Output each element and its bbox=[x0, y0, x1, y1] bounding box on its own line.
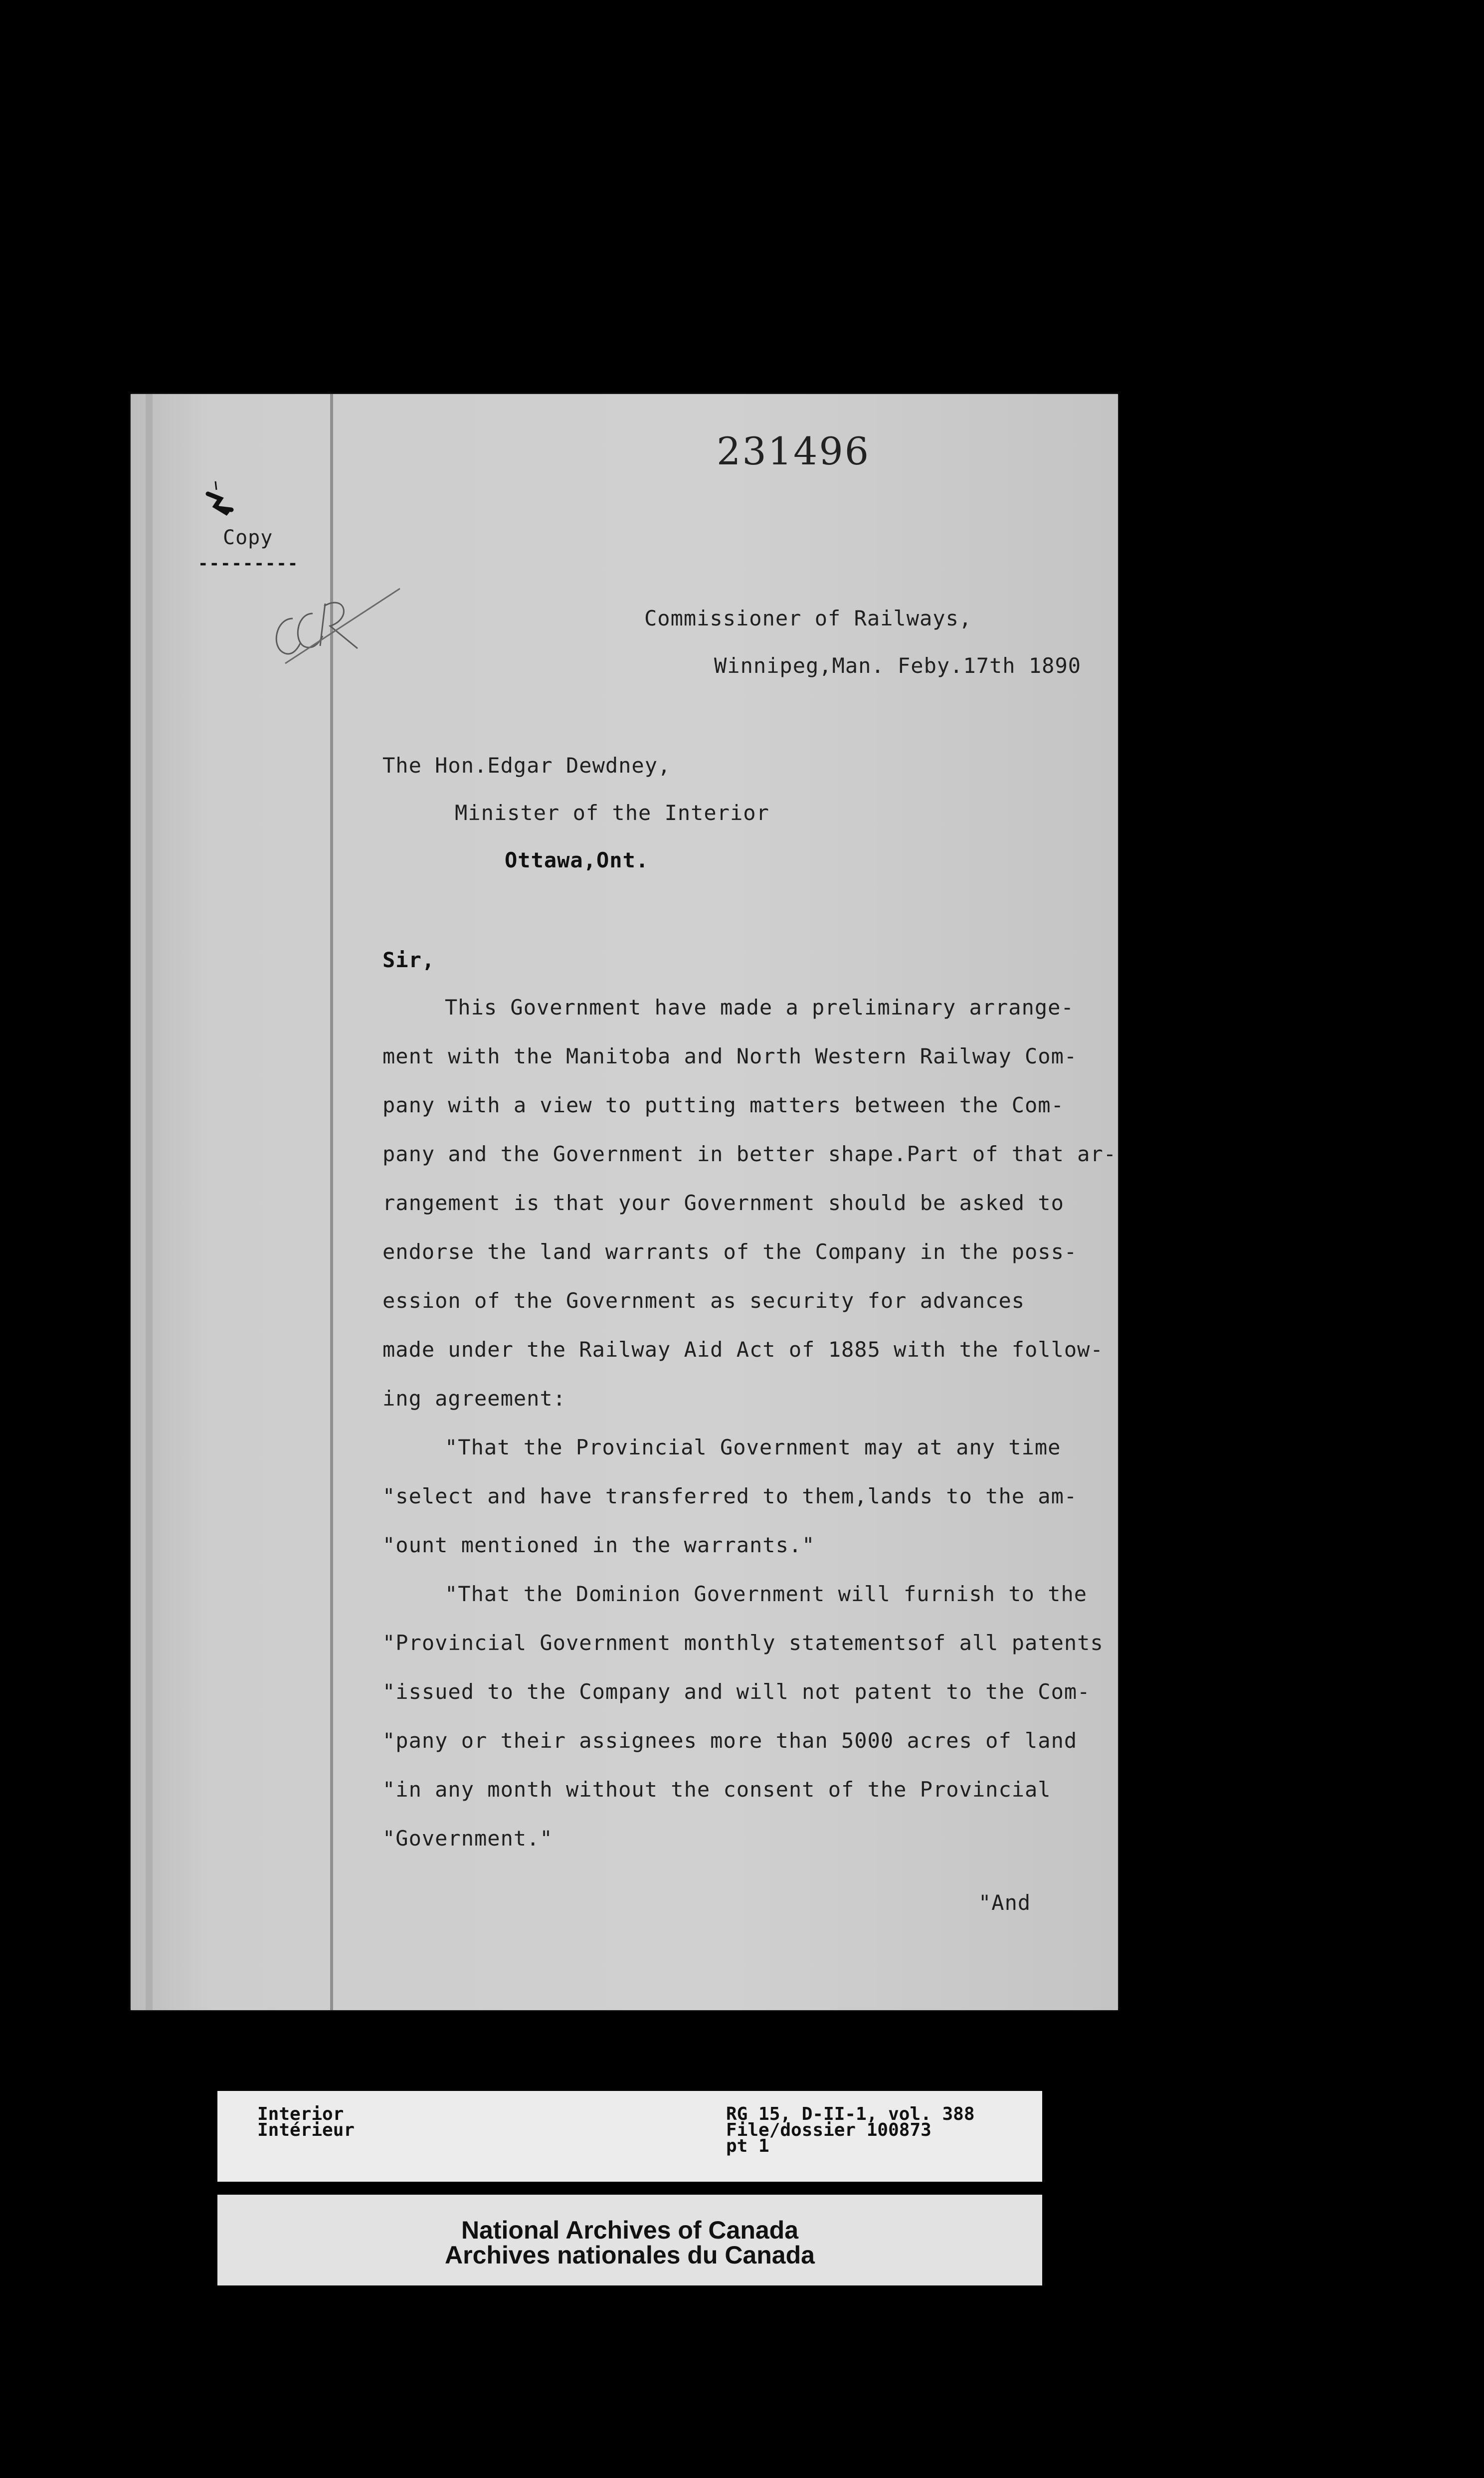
salutation: Sir, bbox=[382, 948, 435, 972]
body-line: ment with the Manitoba and North Western Railway Com- bbox=[382, 1044, 1078, 1068]
body-line: endorse the land warrants of the Company in the poss- bbox=[382, 1239, 1078, 1264]
body-line: "issued to the Company and will not patent to the Com- bbox=[382, 1679, 1091, 1704]
sender-office: Commissioner of Railways, bbox=[644, 606, 972, 630]
pen-mark-icon bbox=[200, 479, 240, 524]
body-line: "select and have transferred to them,lands to the am- bbox=[382, 1484, 1078, 1508]
body-line: "in any month without the consent of the Provincial bbox=[382, 1777, 1051, 1802]
body-line: "Provincial Government monthly statementsof all patents bbox=[382, 1631, 1104, 1655]
archive-reference-label bbox=[217, 2091, 1042, 2182]
place-date: Winnipeg,Man. Feby.17th 1890 bbox=[714, 653, 1082, 678]
file-number: File/dossier 100873 bbox=[726, 2120, 931, 2140]
addressee-name: The Hon.Edgar Dewdney, bbox=[382, 753, 671, 778]
addressee-city: Ottawa,Ont. bbox=[505, 848, 649, 872]
copy-underline: --------- bbox=[198, 554, 299, 574]
body-line: rangement is that your Government should be asked to bbox=[382, 1191, 1064, 1215]
body-line: "That the Dominion Government will furnish to the bbox=[445, 1582, 1088, 1606]
department-english: Interior bbox=[257, 2104, 344, 2124]
body-line: ing agreement: bbox=[382, 1386, 566, 1411]
body-line: "Government." bbox=[382, 1826, 553, 1851]
department-french: Intérieur bbox=[257, 2120, 355, 2140]
record-group: RG 15, D-II-1, vol. 388 bbox=[726, 2104, 975, 2124]
archives-name-label bbox=[217, 2195, 1042, 2285]
body-line: pany with a view to putting matters between the Com- bbox=[382, 1093, 1064, 1117]
body-line: made under the Railway Aid Act of 1885 with the follow- bbox=[382, 1337, 1104, 1362]
page-edge bbox=[146, 394, 153, 2010]
stamp-number: 231496 bbox=[717, 429, 871, 473]
part-number: pt 1 bbox=[726, 2136, 769, 2156]
catchword: "And bbox=[978, 1890, 1031, 1915]
archives-name-french: Archives nationales du Canada bbox=[445, 2241, 815, 2269]
handwritten-initials-icon bbox=[265, 584, 405, 673]
addressee-title: Minister of the Interior bbox=[455, 801, 769, 825]
body-line: "That the Provincial Government may at any time bbox=[445, 1435, 1061, 1459]
body-line: "ount mentioned in the warrants." bbox=[382, 1533, 815, 1557]
body-line: pany and the Government in better shape.Part of that ar- bbox=[382, 1142, 1117, 1166]
body-line: This Government have made a preliminary arrange- bbox=[445, 995, 1074, 1020]
archives-name-english: National Archives of Canada bbox=[461, 2216, 799, 2244]
body-line: "pany or their assignees more than 5000 acres of land bbox=[382, 1728, 1078, 1753]
body-line: ession of the Government as security for advances bbox=[382, 1288, 1025, 1313]
copy-label: Copy bbox=[223, 526, 273, 549]
document-page bbox=[131, 394, 1118, 2010]
